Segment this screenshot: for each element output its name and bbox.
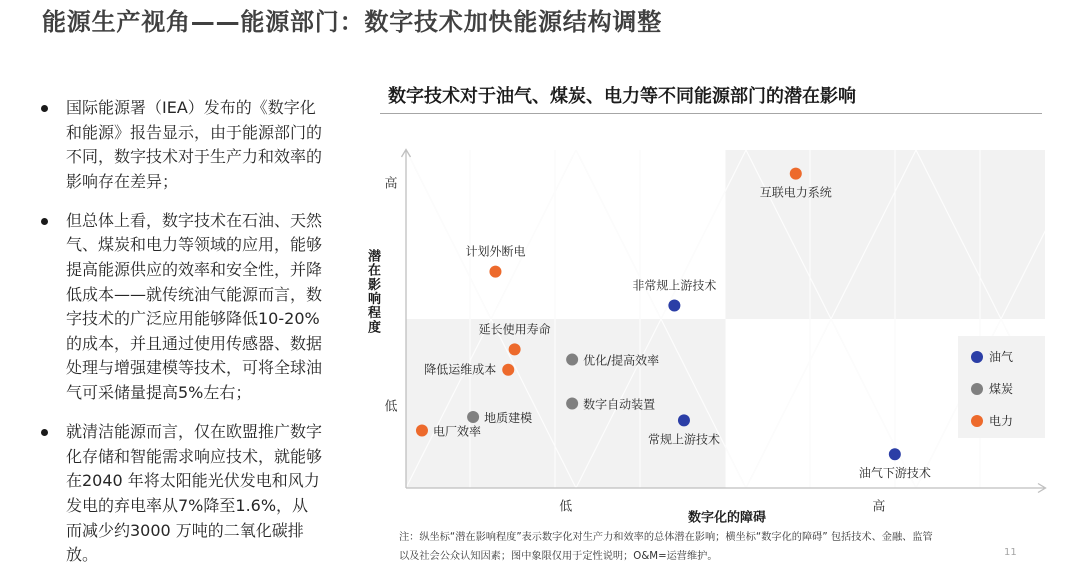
data-point-label: 计划外断电: [465, 244, 526, 259]
data-point: [566, 398, 578, 410]
data-point: [416, 425, 428, 437]
data-point-label: 优化/提高效率: [583, 353, 660, 368]
bullet-dot: [41, 218, 48, 225]
quadrant-shading: [406, 150, 1045, 488]
y-tick-label: 高: [384, 176, 398, 192]
slide-title: 能源生产视角——能源部门：数字技术加快能源结构调整: [42, 8, 662, 36]
page-number: 11: [1004, 547, 1017, 558]
data-point: [566, 354, 578, 366]
x-tick-label: 高: [872, 499, 886, 515]
legend-item-power: [958, 413, 1045, 445]
legend-label: 煤炭: [989, 382, 1014, 396]
bullet-dot: [41, 105, 48, 112]
bullet-text: 就清洁能源而言，仅在欧盟推广数字化存储和智能需求响应技术，就能够在2040 年将太阳能光伏发电和风力发电的弃电率从7%降至1.6%，从而减少约3000 万吨的二氧化碳排放。: [66, 422, 323, 565]
bullet-item: [40, 209, 323, 406]
y-axis-label: 潜在影响程度: [365, 249, 380, 335]
quadrant-shade-bottom-left: [406, 319, 726, 488]
data-point: [467, 411, 479, 423]
bullet-text: 国际能源署（IEA）发布的《数字化和能源》报告显示，由于能源部门的不同，数字技术对于生产力和效率的影响存在差异；: [66, 98, 323, 191]
data-point-label: 延长使用寿命: [478, 322, 551, 337]
legend-item-coal: [958, 381, 1045, 413]
data-point: [889, 448, 901, 460]
data-point-label: 地质建模: [484, 411, 533, 426]
legend-marker-icon: [971, 351, 983, 363]
chart-title: 数字技术对于油气、煤炭、电力等不同能源部门的潜在影响: [388, 86, 856, 107]
legend-item-oil-gas: [958, 349, 1045, 381]
data-point-label: 油气下游技术: [858, 466, 931, 481]
bullet-item: [40, 96, 323, 194]
legend-marker-icon: [971, 415, 983, 427]
data-point-label: 互联电力系统: [759, 185, 832, 200]
chart-legend: [958, 336, 1045, 438]
data-point: [790, 168, 802, 180]
bullet-dot: [41, 429, 48, 436]
data-point: [489, 266, 501, 278]
data-point-label: 常规上游技术: [647, 432, 720, 447]
x-tick-label: 低: [559, 499, 573, 515]
quadrant-shade-top-right: [726, 150, 1046, 319]
data-point: [678, 414, 690, 426]
legend-label: 电力: [989, 414, 1014, 428]
legend-marker-icon: [971, 383, 983, 395]
chart-footnote: 注：纵坐标“潜在影响程度”表示数字化对生产力和效率的总体潜在影响；横坐标“数字化的障碍” 包括技术、金融、监管以及社会公众认知因素；图中象限仅用于定性说明；O&M=运营维护。: [399, 532, 933, 562]
data-point-label: 数字自动装置: [583, 397, 656, 412]
bullet-text: 但总体上看，数字技术在石油、天然气、煤炭和电力等领域的应用，能够提高能源供应的效率和安全性，并降低成本——就传统油气能源而言，数字技术的广泛应用能够降低10-20%的成本，并且通过使用传感器、数据处理与增强建模等技术，可将全球油气可采储量提高5%左右；: [66, 210, 323, 403]
chart-title-divider: [380, 113, 1042, 114]
scatter-chart: [350, 130, 1060, 530]
data-point: [502, 364, 514, 376]
x-axis-label: 数字化的障碍: [687, 510, 767, 526]
legend-label: 油气: [989, 350, 1014, 364]
data-point-label: 电厂效率: [432, 424, 481, 439]
data-point-label: 降低运维成本: [424, 362, 497, 377]
data-point-label: 非常规上游技术: [632, 278, 717, 293]
data-point: [509, 343, 521, 355]
y-tick-label: 低: [384, 399, 398, 415]
data-point: [668, 299, 680, 311]
bullet-item: [40, 420, 323, 568]
bullet-list: [40, 96, 340, 582]
